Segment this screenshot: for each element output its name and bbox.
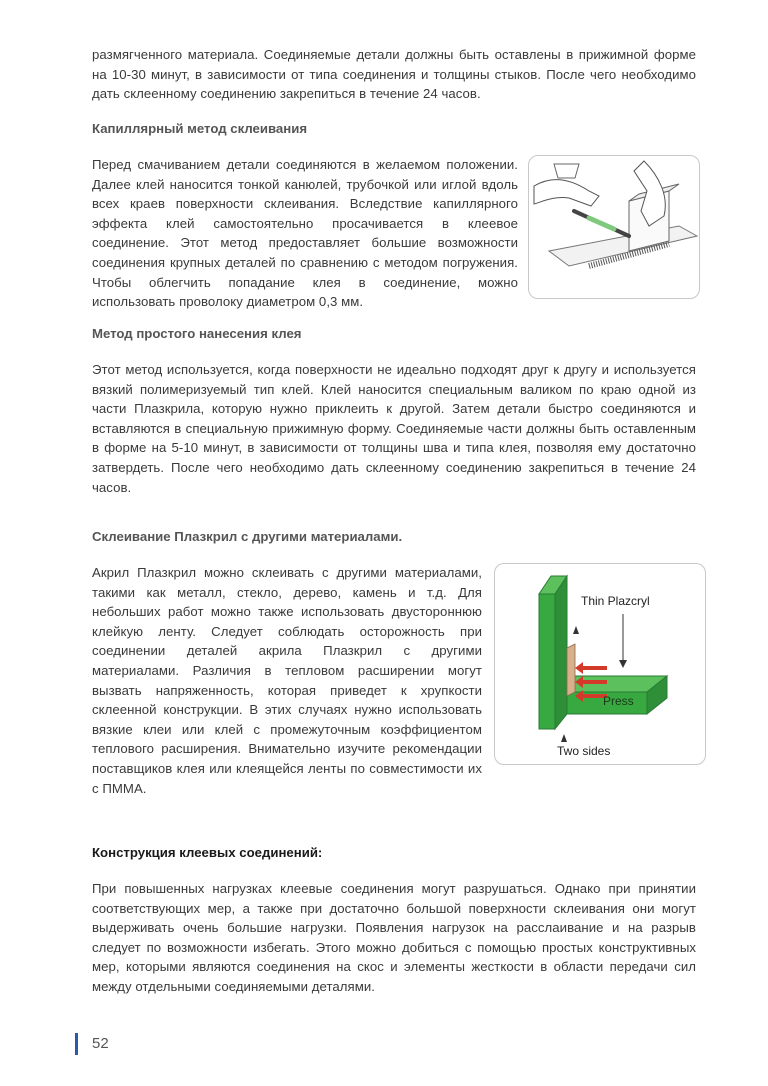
- capillary-illustration: [528, 155, 700, 299]
- label-two-sides: Two sides: [557, 744, 611, 758]
- plazcryl-joint-figure: [494, 563, 706, 765]
- capillary-drawing: [529, 156, 699, 298]
- label-press: Press: [603, 694, 634, 708]
- heading-construction: Конструкция клеевых соединений:: [92, 845, 323, 860]
- capillary-paragraph: Перед смачиванием детали соединяются в желаемом положении. Далее клей наносится тонкой канюлей, трубочкой или иглой вдоль всех краев поверхности склеивания. Вследствие капиллярного эффекта клей самостоятельно просачивается в клеевое соединение. Этот метод предоставляет большие возможности соединения крупных деталей по сравнению с методом погружения. Чтобы облегчить попадание клея в соединение, можно использовать проволоку диаметром 0,3 мм.: [92, 157, 518, 310]
- joint-diagram: [495, 564, 705, 764]
- page-number: 52: [92, 1035, 109, 1052]
- intro-paragraph: размягченного материала. Соединяемые детали должны быть оставлены в прижимной форме на 10-30 минут, в зависимости от типа соединения и толщины стыков. После чего необходимо дать склеенному соединению закрепиться в течение 24 часов.: [92, 47, 696, 102]
- other-materials-paragraph: Акрил Плазкрил можно склеивать с другими материалами, такими как металл, стекло, дерево, камень и т.д. Для небольших работ можно также использовать двустороннюю клейкую ленту. Следует соблюдать осторожность при соединении деталей акрила Плазкрил с другими материалами. Различия в тепловом расширении могут вызвать напряженность, которая приведет к хрупкости склеенной конструкции. В этих случаях нужно использовать вязкие клеи или клей с промежуточным коэффициентом теплового расширения. Внимательно изучите рекомендации поставщиков клея или клеящейся ленты по совместимости их с ПММА.: [92, 565, 482, 796]
- label-thin-plazcryl: Thin Plazcryl: [581, 594, 650, 608]
- heading-simple-method: Метод простого нанесения клея: [92, 326, 302, 341]
- heading-other-materials: Склеивание Плазкрил с другими материалами.: [92, 529, 403, 544]
- simple-method-paragraph: Этот метод используется, когда поверхности не идеально подходят друг к другу и используется вязкий полимеризуемый тип клей. Клей наносится специальным валиком по краю одной из части Плазкрила, которую нужно приклеить к другой. Затем детали быстро соединяются и вставляются в специальную прижимную форму. Соединяемые части должны быть оставленным в форме на 5-10 минут, в зависимости от толщины шва и типа клея, позволяя ему достаточно затвердеть. После чего необходимо дать склеенному соединению закрепиться в течение 24 часов.: [92, 362, 696, 495]
- heading-capillary-method: Капиллярный метод склеивания: [92, 121, 308, 136]
- page-number-bar: [75, 1033, 78, 1055]
- construction-paragraph: При повышенных нагрузках клеевые соединения могут разрушаться. Однако при принятии соответствующих мер, а также при достаточно большой поверхности склеивания они могут выдерживать очень большие нагрузки. Появления нагрузок на расслаивание и на разрыв следует по возможности избегать. Этого можно добиться с помощью простых конструктивных мер, которыми являются соединения на скос и элементы жесткости в области передачи сил между отдельными соединяемыми деталями.: [92, 881, 696, 994]
